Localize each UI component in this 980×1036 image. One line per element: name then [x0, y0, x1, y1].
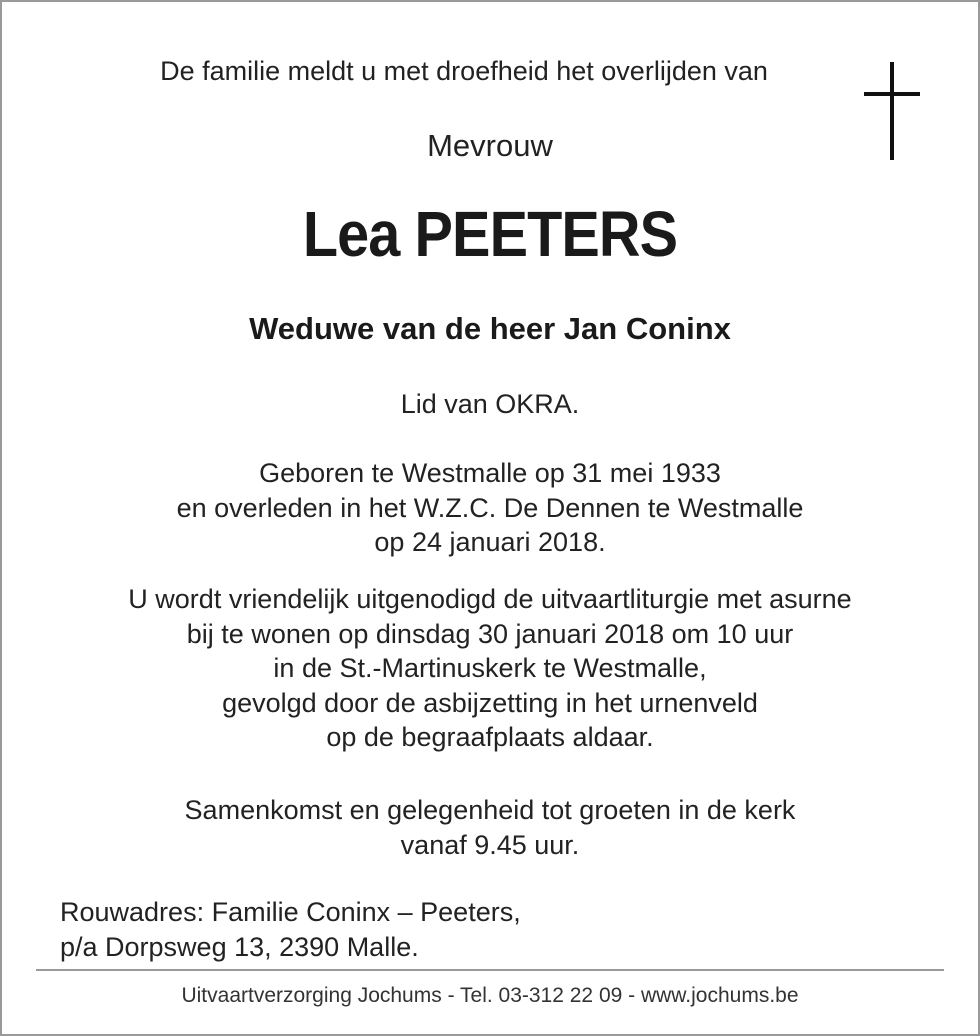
- invitation-line: U wordt vriendelijk uitgenodigd de uitvaartliturgie met asurne: [128, 584, 852, 614]
- gathering-line: vanaf 9.45 uur.: [400, 829, 580, 860]
- funeral-home-footer: Uitvaartverzorging Jochums - Tel. 03-312 22 09 - www.jochums.be: [181, 984, 799, 1007]
- divider: [36, 969, 944, 971]
- honorific-title: Mevrouw: [427, 128, 553, 163]
- birth-death-paragraph: [0, 456, 980, 560]
- birth-death-line: op 24 januari 2018.: [374, 527, 606, 557]
- intro-text: De familie meldt u met droefheid het overlijden van: [160, 56, 768, 86]
- invitation-line: in de St.-Martinuskerk te Westmalle,: [273, 653, 707, 683]
- spouse-line: Weduwe van de heer Jan Coninx: [249, 311, 731, 346]
- invitation-line: op de begraafplaats aldaar.: [326, 722, 654, 752]
- birth-death-line: en overleden in het W.Z.C. De Dennen te Westmalle: [176, 492, 804, 523]
- mourning-address: [60, 895, 521, 964]
- address-line: Rouwadres: Familie Coninx – Peeters,: [60, 897, 521, 927]
- invitation-line: gevolgd door de asbijzetting in het urnenveld: [222, 687, 758, 718]
- gathering-paragraph: [0, 793, 980, 862]
- invitation-paragraph: [0, 582, 980, 755]
- membership-line: Lid van OKRA.: [400, 389, 580, 419]
- invitation-line: bij te wonen op dinsdag 30 januari 2018 om 10 uur: [186, 618, 794, 649]
- address-line: p/a Dorpsweg 13, 2390 Malle.: [60, 931, 419, 962]
- gathering-line: Samenkomst en gelegenheid tot groeten in de kerk: [184, 795, 796, 825]
- birth-death-line: Geboren te Westmalle op 31 mei 1933: [259, 458, 721, 488]
- deceased-name: Lea PEETERS: [302, 198, 678, 270]
